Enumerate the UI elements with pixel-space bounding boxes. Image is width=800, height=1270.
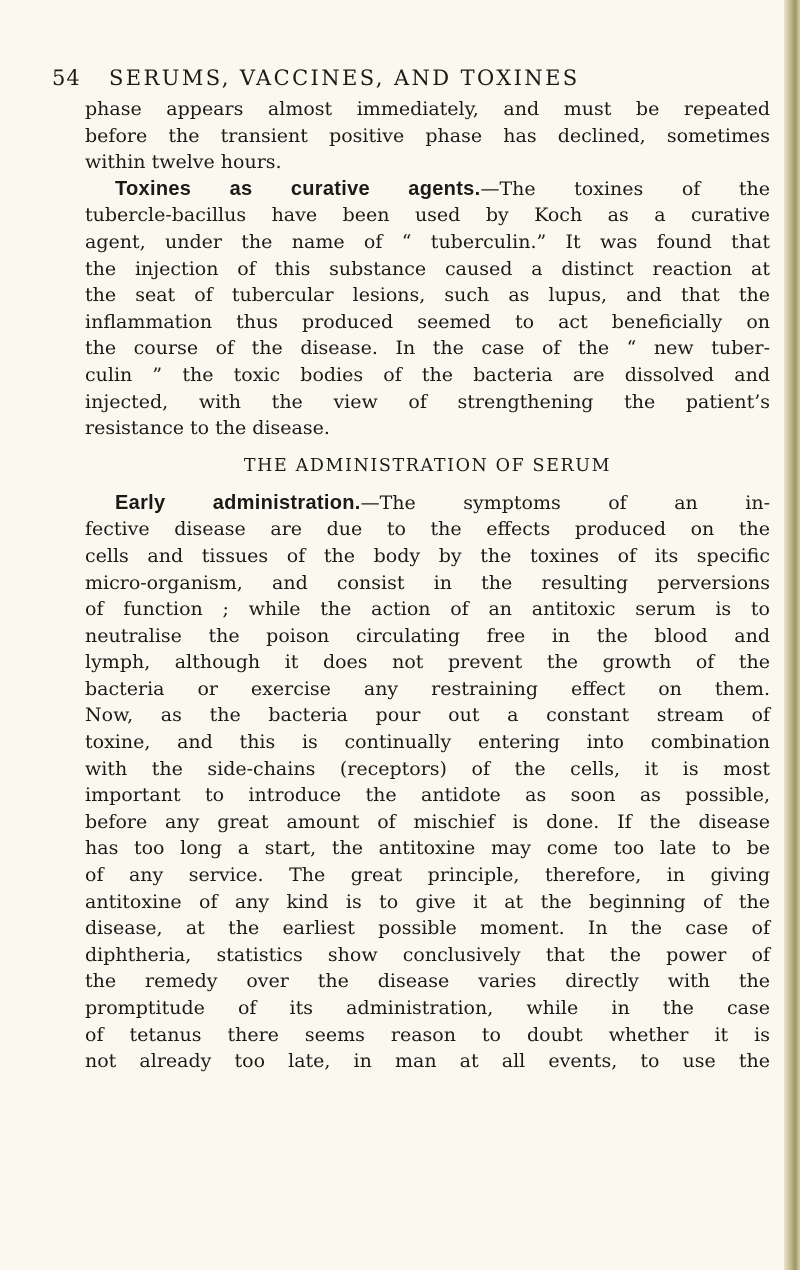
side-heading-early-administration: Early administration. xyxy=(115,491,361,514)
text-line: neutralise the poison circulating free in the blood and xyxy=(85,624,770,647)
text-line: of tetanus there seems reason to doubt whether it is xyxy=(85,1023,770,1046)
paragraph-heading-line xyxy=(85,490,770,517)
page-edge-shadow xyxy=(784,0,800,1270)
text-line: tubercle-bacillus have been used by Koch as a curative xyxy=(85,204,770,227)
text-line: phase appears almost immediately, and must be repeated xyxy=(85,98,770,120)
text-line: inflammation thus produced seemed to act beneficially on xyxy=(85,310,770,333)
text-line: of any service. The great principle, therefore, in giving xyxy=(85,864,770,887)
text-fragment: —The symptoms of an in- xyxy=(360,491,770,514)
text-line: important to introduce the antidote as soon as possible, xyxy=(85,784,770,807)
text-line: micro-organism, and consist in the resulting perversions xyxy=(85,571,770,594)
text-line: the course of the disease. In the case of the “ new tuber- xyxy=(85,337,770,360)
paragraph-heading-line xyxy=(85,176,770,203)
text-line: disease, at the earliest possible moment. In the case of xyxy=(85,917,770,940)
page-number: 54 xyxy=(52,66,81,90)
text-line: toxine, and this is continually entering into combination xyxy=(85,731,770,754)
page-header xyxy=(52,66,752,100)
text-line: fective disease are due to the effects produced on the xyxy=(85,518,770,541)
text-line: cells and tissues of the body by the toxines of its specific xyxy=(85,544,770,567)
running-title: SERUMS, VACCINES, AND TOXINES xyxy=(109,66,580,90)
text-line: resistance to the disease. xyxy=(85,417,330,440)
text-line: agent, under the name of “ tuberculin.” It was found that xyxy=(85,230,770,253)
text-line: has too long a start, the antitoxine may come too late to be xyxy=(85,837,770,860)
text-line: lymph, although it does not prevent the growth of the xyxy=(85,651,770,674)
text-line: before the transient positive phase has declined, sometimes xyxy=(85,124,770,147)
text-line: Now, as the bacteria pour out a constant stream of xyxy=(85,704,770,727)
section-title: THE ADMINISTRATION OF SERUM xyxy=(243,455,612,476)
text-line: promptitude of its administration, while in the case xyxy=(85,997,770,1019)
text-line: diphtheria, statistics show conclusively that the power of xyxy=(85,943,770,966)
text-line: within twelve hours. xyxy=(85,151,282,174)
text-line: not already too late, in man at all events, to use the xyxy=(85,1050,770,1073)
side-heading-toxines: Toxines as curative agents. xyxy=(115,177,481,200)
text-line: the seat of tubercular lesions, such as lupus, and that the xyxy=(85,284,770,307)
text-fragment: —The toxines of the xyxy=(480,177,770,200)
text-line: bacteria or exercise any restraining effect on them. xyxy=(85,677,770,700)
text-line: with the side-chains (receptors) of the cells, it is most xyxy=(85,757,770,780)
text-line: before any great amount of mischief is done. If the disease xyxy=(85,810,770,833)
text-line: of function ; while the action of an antitoxic serum is to xyxy=(85,598,770,621)
text-line: culin ” the toxic bodies of the bacteria are dissolved and xyxy=(85,363,770,386)
text-line: the injection of this substance caused a distinct reaction at xyxy=(85,257,770,280)
text-line: antitoxine of any kind is to give it at the beginning of the xyxy=(85,890,770,913)
text-line: the remedy over the disease varies directly with the xyxy=(85,970,770,993)
text-line: injected, with the view of strengthening the patient’s xyxy=(85,390,770,413)
body-text xyxy=(85,96,770,1075)
